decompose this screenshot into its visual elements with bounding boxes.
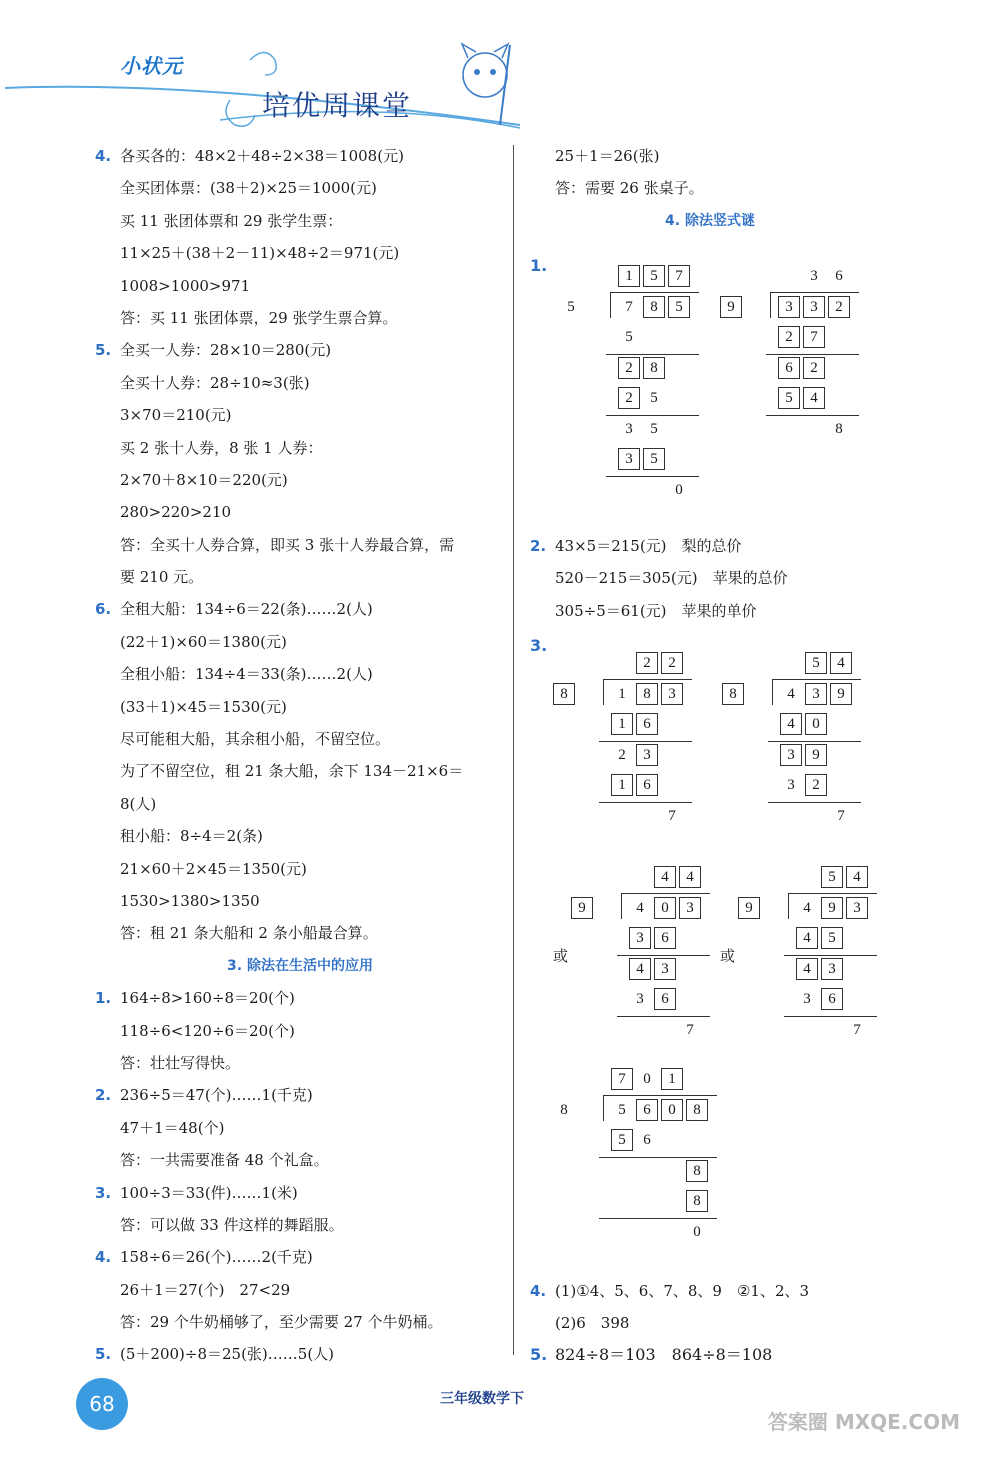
answer-line: [95, 853, 505, 885]
division-bar: [772, 679, 861, 680]
answer-text: 答：29 个牛奶桶够了，至少需要 27 个牛奶桶。: [120, 1313, 443, 1332]
answer-text: 11×25＋(38＋2－11)×48÷2＝971(元): [120, 244, 400, 263]
divisor-digit: 9: [738, 897, 760, 919]
answer-line: [530, 172, 890, 204]
quotient-digit: 5: [643, 265, 665, 287]
subtraction-line: [599, 1218, 717, 1219]
step-digit: 4: [803, 387, 825, 409]
section-heading: 4. 除法竖式谜: [665, 212, 755, 229]
answer-line: [95, 626, 505, 658]
step-digit: 2: [805, 774, 827, 796]
answer-line: [95, 982, 505, 1014]
answer-line: [530, 140, 890, 172]
step-digit: 8: [686, 1190, 708, 1212]
step-digit: 3: [636, 991, 644, 1007]
question-number: 4.: [530, 1282, 547, 1300]
answer-text: 租小船：8÷4＝2(条): [120, 827, 263, 846]
dividend-digit: 8: [636, 683, 658, 705]
answer-text: 1530>1380>1350: [120, 891, 260, 910]
dividend-digit: 0: [654, 897, 676, 919]
logo: 小状元: [120, 54, 183, 78]
dividend-digit: 5: [668, 296, 690, 318]
quotient-digit: 5: [805, 652, 827, 674]
answer-text: 8(人): [120, 794, 157, 813]
answer-text: 3×70＝210(元): [120, 406, 232, 425]
step-digit: 5: [625, 329, 633, 345]
step-digit: 7: [668, 807, 676, 824]
division-bar: [788, 893, 877, 894]
dividend-digit: 3: [661, 683, 683, 705]
step-digit: 6: [778, 357, 800, 379]
dividend-digit: 8: [643, 296, 665, 318]
step-digit: 2: [618, 357, 640, 379]
divisor-digit: 8: [560, 1101, 568, 1118]
dividend-digit: 3: [805, 683, 827, 705]
subtraction-line: [606, 415, 699, 416]
step-digit: 3: [803, 991, 811, 1007]
answer-line: [95, 820, 505, 852]
subtraction-line: [768, 802, 861, 803]
question-number: 2.: [530, 537, 547, 555]
step-digit: 4: [780, 713, 802, 735]
step-digit: 0: [805, 713, 827, 735]
step-digit: 5: [778, 387, 800, 409]
answer-line: [95, 1241, 505, 1273]
step-digit: 6: [636, 774, 658, 796]
question-number: 4.: [95, 147, 112, 165]
step-digit: 0: [675, 481, 683, 498]
left-column: [95, 140, 505, 1371]
subtraction-line: [617, 955, 710, 956]
dividend-digit: 0: [661, 1099, 683, 1121]
page-header: [0, 0, 1000, 140]
book-title: 三年级数学下: [440, 1391, 524, 1407]
quotient-digit: 3: [810, 268, 818, 284]
answer-line: [95, 691, 505, 723]
quotient-digit: 1: [618, 265, 640, 287]
step-digit: 2: [803, 357, 825, 379]
dividend-digit: 4: [787, 685, 795, 702]
question-number: 3.: [95, 1183, 112, 1202]
answer-line: [95, 788, 505, 820]
right-column-top: [530, 140, 890, 237]
right-question-4: [530, 1275, 890, 1340]
dividend-digit: 3: [803, 296, 825, 318]
step-digit: 4: [629, 958, 651, 980]
dividend-digit: 4: [636, 899, 644, 916]
quotient-digit: 4: [846, 866, 868, 888]
answer-text: 全租小船：134÷4＝33(条)……2(人): [120, 665, 373, 684]
answer-line: [95, 270, 505, 302]
answer-line: [95, 755, 505, 787]
answer-line: [95, 885, 505, 917]
answer-line: [95, 1177, 505, 1209]
answer-text: (2)6 398: [555, 1314, 630, 1333]
quotient-digit: 2: [661, 652, 683, 674]
answer-text: 25＋1＝26(张): [555, 147, 660, 165]
page-title: 培优周课堂: [262, 89, 413, 122]
answer-line: [95, 172, 505, 204]
division-bracket: [610, 292, 611, 318]
step-digit: 3: [821, 958, 843, 980]
division-bracket: [788, 893, 789, 919]
section-heading: 3. 除法在生活中的应用: [227, 957, 373, 974]
step-digit: 6: [821, 988, 843, 1010]
division-bar: [770, 292, 859, 293]
answer-text: 520－215＝305(元) 苹果的总价: [555, 569, 788, 588]
step-digit: 8: [835, 420, 843, 437]
subtraction-line: [617, 1016, 710, 1017]
step-digit: 5: [650, 390, 658, 406]
question-number: 2.: [95, 1086, 112, 1105]
step-digit: 7: [837, 807, 845, 824]
step-digit: 3: [629, 927, 651, 949]
division-bar: [610, 292, 699, 293]
step-digit: 7: [853, 1021, 861, 1038]
step-digit: 6: [643, 1132, 651, 1148]
quotient-digit: 0: [643, 1071, 651, 1087]
answer-text: 答：可以做 33 件这样的舞蹈服。: [120, 1215, 344, 1234]
answer-text: 43×5＝215(元) 梨的总价: [555, 537, 742, 555]
answer-text: 100÷3＝33(件)……1(米): [120, 1183, 298, 1202]
step-digit: 8: [686, 1160, 708, 1182]
step-digit: 6: [654, 988, 676, 1010]
dividend-digit: 7: [625, 298, 633, 315]
quotient-digit: 4: [679, 866, 701, 888]
divisor-digit: 5: [567, 298, 575, 315]
answer-line: [95, 1306, 505, 1338]
division-bar: [621, 893, 710, 894]
step-digit: 2: [778, 326, 800, 348]
division-bracket: [621, 893, 622, 919]
answer-line: [95, 496, 505, 528]
quotient-digit: 7: [611, 1068, 633, 1090]
dividend-digit: 3: [679, 897, 701, 919]
answer-text: (33＋1)×45＝1530(元): [120, 697, 287, 716]
step-digit: 2: [618, 746, 626, 763]
quotient-digit: 4: [654, 866, 676, 888]
subtraction-line: [599, 802, 692, 803]
dividend-digit: 1: [618, 685, 626, 702]
answer-text: 尽可能租大船，其余租小船，不留空位。: [120, 730, 391, 749]
step-digit: 1: [611, 713, 633, 735]
page-number: 68: [76, 1378, 128, 1430]
answer-line: [95, 1047, 505, 1079]
dividend-digit: 8: [686, 1099, 708, 1121]
answer-text: 为了不留空位，租 21 条大船，余下 134－21×6＝: [120, 762, 464, 781]
step-digit: 2: [618, 387, 640, 409]
subtraction-line: [766, 415, 859, 416]
answer-text: 824÷8＝103 864÷8＝108: [555, 1345, 773, 1364]
quotient-digit: 4: [830, 652, 852, 674]
answer-line: [95, 140, 505, 172]
answer-text: 1008>1000>971: [120, 276, 251, 295]
question-number: 6.: [95, 600, 112, 619]
subtraction-line: [599, 1157, 717, 1158]
answer-line: [530, 1275, 890, 1307]
answer-text: 158÷6＝26(个)……2(千克): [120, 1248, 313, 1267]
answer-text: 全买一人券：28×10＝280(元): [120, 341, 332, 360]
answer-line: [95, 529, 505, 561]
answer-line: [95, 917, 505, 949]
answer-line: [95, 1144, 505, 1176]
step-digit: 3: [618, 448, 640, 470]
answer-text: 买 11 张团体票和 29 张学生票：: [120, 211, 343, 230]
or-label: 或: [720, 947, 736, 965]
quotient-digit: 7: [668, 265, 690, 287]
subtraction-line: [606, 354, 699, 355]
step-digit: 9: [805, 744, 827, 766]
answer-text: 全买团体票：(38＋2)×25＝1000(元): [120, 179, 377, 198]
answer-text: 答：一共需要准备 48 个礼盒。: [120, 1151, 329, 1170]
quotient-digit: 6: [835, 268, 843, 284]
answer-text: 买 2 张十人券，8 张 1 人券：: [120, 438, 323, 457]
dividend-digit: 5: [618, 1101, 626, 1118]
dividend-digit: 9: [821, 897, 843, 919]
divisor-digit: 8: [722, 683, 744, 705]
step-digit: 4: [796, 927, 818, 949]
right-question-2: [530, 530, 890, 627]
subtraction-line: [766, 354, 859, 355]
dividend-digit: 2: [828, 296, 850, 318]
answer-line: [530, 595, 890, 627]
watermark: 答案圈 MXQE.COM: [767, 1410, 960, 1434]
step-digit: 3: [654, 958, 676, 980]
answer-text: (1)①4、5、6、7、8、9 ②1、2、3: [555, 1282, 810, 1300]
answer-line: [95, 561, 505, 593]
answer-line: [95, 432, 505, 464]
step-digit: 5: [611, 1129, 633, 1151]
answer-text: 2×70＋8×10＝220(元): [120, 470, 288, 489]
or-label: 或: [553, 947, 569, 965]
question-number: 1.: [530, 256, 548, 275]
answer-text: 21×60＋2×45＝1350(元): [120, 859, 307, 878]
question-number: 4.: [95, 1248, 112, 1267]
step-digit: 3: [625, 420, 633, 437]
step-digit: 4: [796, 958, 818, 980]
question-number: 5.: [530, 1345, 548, 1364]
step-digit: 6: [636, 713, 658, 735]
answer-text: (22＋1)×60＝1380(元): [120, 632, 287, 651]
answer-text: 280>220>210: [120, 503, 232, 522]
answer-line: [530, 562, 890, 594]
question-number: 1.: [95, 989, 112, 1008]
quotient-digit: 2: [636, 652, 658, 674]
answer-line: [95, 464, 505, 496]
step-digit: 5: [650, 420, 658, 437]
step-digit: 5: [643, 448, 665, 470]
answer-text: 答：全买十人券合算，即买 3 张十人券最合算，需: [120, 535, 455, 554]
answer-line: [95, 1079, 505, 1111]
step-digit: 5: [821, 927, 843, 949]
answer-line: [95, 302, 505, 334]
answer-line: [95, 658, 505, 690]
dividend-digit: 9: [830, 683, 852, 705]
answer-line: [530, 1307, 890, 1339]
answer-line: [95, 1209, 505, 1241]
question-number: 5.: [95, 1345, 112, 1364]
answer-text: 26＋1＝27(个) 27<29: [120, 1280, 291, 1299]
question-number: 3.: [530, 636, 548, 655]
step-digit: 3: [780, 744, 802, 766]
answer-line: [95, 367, 505, 399]
dividend-digit: 6: [636, 1099, 658, 1121]
step-digit: 6: [654, 927, 676, 949]
quotient-digit: 5: [821, 866, 843, 888]
division-bracket: [770, 292, 771, 318]
answer-text: 答：租 21 条大船和 2 条小船最合算。: [120, 924, 378, 943]
answer-line: [95, 205, 505, 237]
answer-text: 答：壮壮写得快。: [120, 1053, 241, 1072]
subtraction-line: [599, 741, 692, 742]
quotient-digit: 1: [661, 1068, 683, 1090]
answer-text: 236÷5＝47(个)……1(千克): [120, 1086, 313, 1105]
answer-text: 305÷5＝61(元) 苹果的单价: [555, 601, 757, 620]
division-bracket: [603, 1095, 604, 1121]
subtraction-line: [768, 741, 861, 742]
answer-text: 答：买 11 张团体票，29 张学生票合算。: [120, 308, 398, 327]
subtraction-line: [784, 1016, 877, 1017]
step-digit: 3: [787, 777, 795, 793]
answer-text: 164÷8>160÷8＝20(个): [120, 989, 295, 1008]
step-digit: 7: [803, 326, 825, 348]
answer-text: 各买各的：48×2＋48÷2×38＝1008(元): [120, 147, 404, 165]
column-divider: [513, 145, 514, 1355]
division-bracket: [772, 679, 773, 705]
answer-line: [95, 593, 505, 625]
answer-line: [95, 1015, 505, 1047]
division-bar: [603, 1095, 717, 1096]
answer-text: 全租大船：134÷6＝22(条)……2(人): [120, 600, 373, 619]
answer-line: [95, 334, 505, 366]
step-digit: 1: [611, 774, 633, 796]
answer-line: [95, 399, 505, 431]
answer-line: [95, 1274, 505, 1306]
answer-line: [95, 1112, 505, 1144]
dividend-digit: 3: [846, 897, 868, 919]
answer-line: [95, 237, 505, 269]
answer-text: (5＋200)÷8＝25(张)……5(人): [120, 1345, 335, 1364]
step-digit: 0: [693, 1223, 701, 1240]
answer-text: 47＋1＝48(个): [120, 1118, 225, 1137]
subtraction-line: [606, 476, 699, 477]
dividend-digit: 4: [803, 899, 811, 916]
subtraction-line: [784, 955, 877, 956]
answer-text: 全买十人券：28÷10≈3(张): [120, 373, 310, 392]
question-number: 5.: [95, 341, 112, 360]
answer-line: [95, 1338, 505, 1370]
answer-text: 要 210 元。: [120, 568, 204, 587]
division-bracket: [603, 679, 604, 705]
divisor-digit: 9: [571, 897, 593, 919]
answer-text: 118÷6<120÷6＝20(个): [120, 1021, 295, 1040]
step-digit: 3: [636, 744, 658, 766]
step-digit: 7: [686, 1021, 694, 1038]
answer-line: [530, 530, 890, 562]
division-bar: [603, 679, 692, 680]
divisor-digit: 8: [553, 683, 575, 705]
dividend-digit: 3: [778, 296, 800, 318]
step-digit: 8: [643, 357, 665, 379]
divisor-digit: 9: [720, 296, 742, 318]
answer-line: [95, 723, 505, 755]
answer-text: 答：需要 26 张桌子。: [555, 179, 704, 198]
